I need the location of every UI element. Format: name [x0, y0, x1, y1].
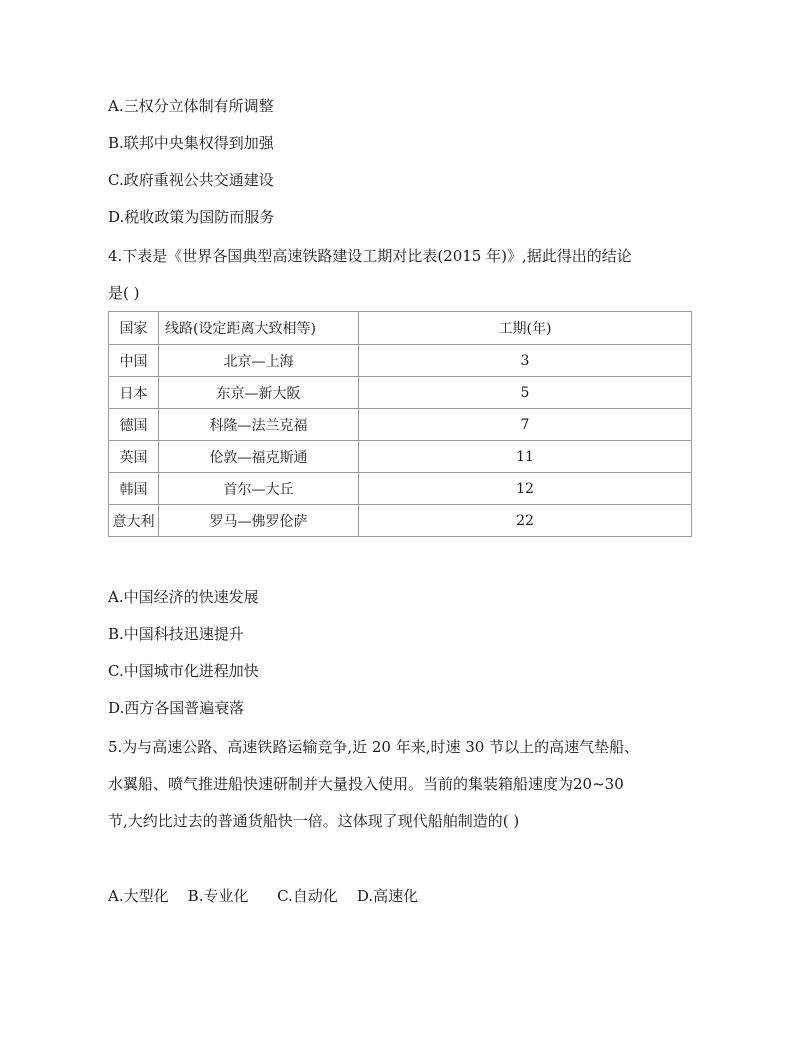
table-row [109, 505, 692, 537]
cell-route: 北京—上海 [159, 345, 359, 377]
cell-route: 首尔—大丘 [159, 473, 359, 505]
table-header-row [109, 312, 692, 345]
cell-country: 中国 [109, 345, 159, 377]
cell-period: 5 [359, 377, 692, 409]
table-row [109, 441, 692, 473]
q4-stem-line2: 是( ) [108, 284, 140, 302]
header-country: 国家 [109, 312, 159, 345]
q4-stem-line1: 4.下表是《世界各国典型高速铁路建设工期对比表(2015 年)》,据此得出的结论 [108, 247, 632, 265]
cell-period: 3 [359, 345, 692, 377]
cell-country: 韩国 [109, 473, 159, 505]
table-row [109, 377, 692, 409]
q4-option-a: A.中国经济的快速发展 [108, 588, 259, 606]
table-row [109, 409, 692, 441]
cell-period: 7 [359, 409, 692, 441]
q5-stem-line2: 水翼船、喷气推进船快速研制并大量投入使用。当前的集装箱船速度为20~30 [108, 775, 624, 793]
q3-option-c: C.政府重视公共交通建设 [108, 171, 274, 189]
q4-option-b: B.中国科技迅速提升 [108, 625, 244, 643]
cell-period: 11 [359, 441, 692, 473]
cell-period: 12 [359, 473, 692, 505]
q4-option-c: C.中国城市化进程加快 [108, 662, 259, 680]
q3-option-d: D.税收政策为国防而服务 [108, 208, 275, 226]
q5-stem-line3: 节,大约比过去的普通货船快一倍。这体现了现代船舶制造的( ) [108, 812, 520, 830]
cell-route: 科隆—法兰克福 [159, 409, 359, 441]
construction-period-table [108, 311, 692, 537]
cell-country: 日本 [109, 377, 159, 409]
q3-option-b: B.联邦中央集权得到加强 [108, 134, 274, 152]
cell-country: 德国 [109, 409, 159, 441]
q5-stem-line1: 5.为与高速公路、高速铁路运输竞争,近 20 年来,时速 30 节以上的高速气垫船、 [108, 738, 640, 756]
q5-options: A.大型化 B.专业化 C.自动化 D.高速化 [108, 887, 419, 905]
cell-country: 英国 [109, 441, 159, 473]
q3-option-a: A.三权分立体制有所调整 [108, 97, 274, 115]
header-route: 线路(设定距离大致相等) [159, 312, 359, 345]
table-row [109, 345, 692, 377]
cell-country: 意大利 [109, 505, 159, 537]
cell-route: 伦敦—福克斯通 [159, 441, 359, 473]
cell-route: 东京—新大阪 [159, 377, 359, 409]
cell-period: 22 [359, 505, 692, 537]
q4-option-d: D.西方各国普遍衰落 [108, 699, 245, 717]
cell-route: 罗马—佛罗伦萨 [159, 505, 359, 537]
header-period: 工期(年) [359, 312, 692, 345]
table-row [109, 473, 692, 505]
